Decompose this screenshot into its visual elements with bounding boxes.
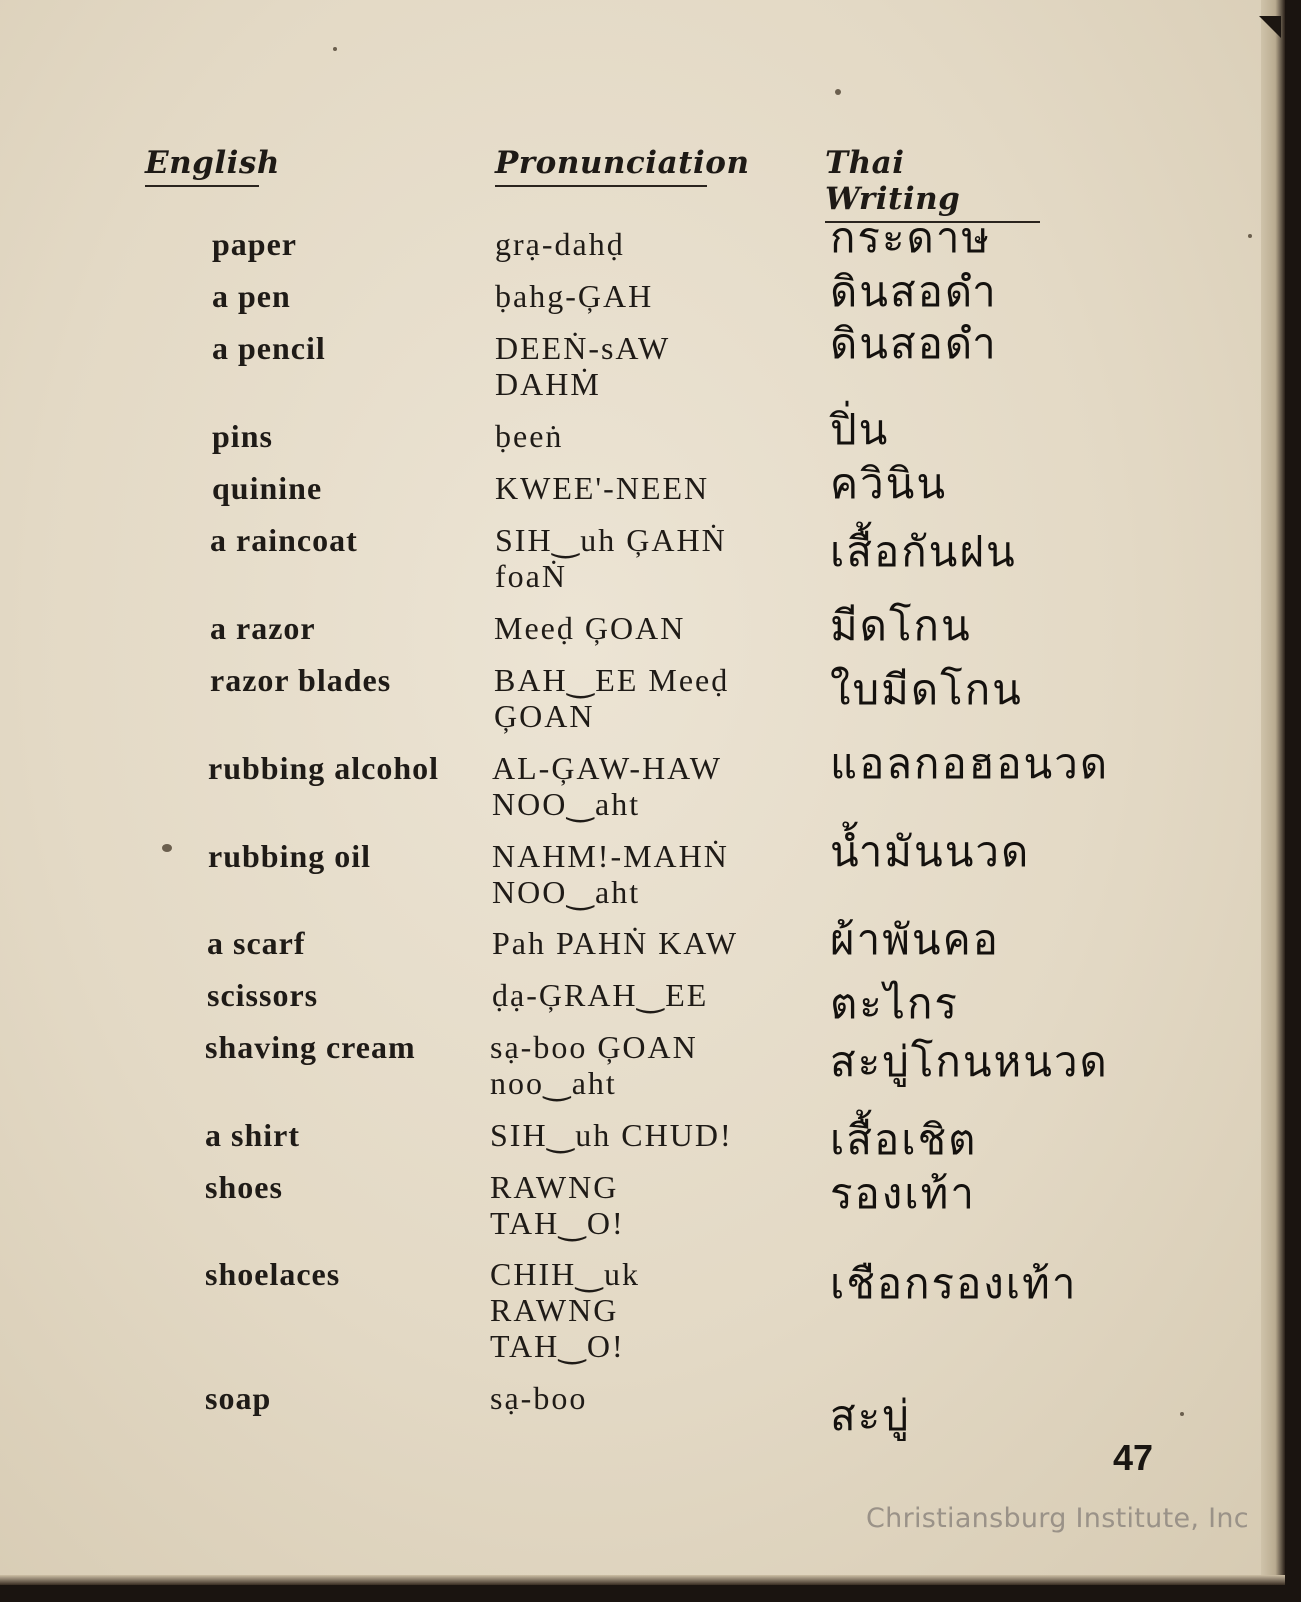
english-term: soap [205, 1380, 272, 1416]
paper-speck [1248, 234, 1252, 238]
pronunciation: sạ-boo ĢOAN noo‿aht [490, 1029, 698, 1101]
english-term: a shirt [205, 1117, 300, 1153]
english-term: pins [212, 418, 273, 454]
english-term: quinine [212, 470, 323, 506]
page-number: 47 [1113, 1437, 1154, 1478]
thai-writing: เสื้อเชิต [830, 1115, 978, 1164]
thai-writing: มีดโกน [830, 601, 972, 650]
english-term: shoes [205, 1169, 283, 1205]
page-edge [1261, 0, 1285, 1585]
english-term: a pencil [212, 330, 326, 366]
pronunciation: ḍạ-ĢRAH‿EE [492, 977, 709, 1013]
pronunciation: KWEE'-NEEN [495, 470, 710, 506]
thai-writing: สะบู่โกนหนวด [830, 1037, 1109, 1086]
paper-speck [333, 47, 337, 51]
pronunciation: ḅahg-ĢAH [495, 278, 654, 314]
pronunciation: SIH‿uh ĢAHṄ foaṄ [495, 522, 727, 594]
pronunciation: BAH‿EE Meeḍ ĢOAN [494, 662, 730, 734]
english-term: a scarf [207, 925, 306, 961]
thai-writing: ดินสอดำ [830, 267, 998, 316]
english-term: razor blades [210, 662, 392, 698]
thai-writing: เสื้อกันฝน [830, 527, 1017, 576]
english-term: paper [212, 226, 297, 262]
header-pronunciation: Pronunciation [495, 145, 707, 187]
thai-writing: กระดาษ [830, 213, 992, 262]
paper-speck [162, 844, 172, 852]
pronunciation: NAHM!-MAHṄ NOO‿aht [492, 838, 729, 910]
english-term: a razor [210, 610, 316, 646]
corner-mark [1259, 16, 1281, 38]
pronunciation: Pah PAHṄ KAW [492, 925, 739, 961]
pronunciation: sạ-boo [490, 1380, 588, 1416]
pronunciation: CHIH‿uk RAWNG TAH‿O! [490, 1256, 640, 1364]
pronunciation: ḅeeṅ [495, 418, 564, 454]
watermark: Christiansburg Institute, Inc [866, 1503, 1249, 1534]
paper-speck [1180, 1412, 1184, 1416]
header-english: English [145, 145, 259, 187]
english-term: shaving cream [205, 1029, 416, 1065]
thai-writing: ควินิน [830, 459, 948, 508]
thai-writing: ผ้าพันคอ [830, 915, 1000, 964]
pronunciation: RAWNG TAH‿O! [490, 1169, 625, 1241]
page-bottom-edge [0, 1575, 1285, 1585]
thai-writing: ดินสอดำ [830, 319, 998, 368]
pronunciation: DEEṄ-sAW DAHṀ [495, 330, 671, 402]
thai-writing: แอลกอฮอนวด [830, 739, 1110, 788]
paper-speck [835, 89, 841, 95]
pronunciation: AL-ĢAW-HAW NOO‿aht [492, 750, 722, 822]
pronunciation: SIH‿uh CHUD! [490, 1117, 733, 1153]
header-thai-writing: Thai Writing [825, 145, 1040, 223]
thai-writing: ใบมีดโกน [830, 665, 1023, 714]
english-term: a pen [212, 278, 291, 314]
english-term: a raincoat [210, 522, 358, 558]
english-term: shoelaces [205, 1256, 341, 1292]
thai-writing: น้ำมันนวด [830, 827, 1031, 876]
thai-writing: เชือกรองเท้า [830, 1259, 1078, 1308]
english-term: rubbing alcohol [208, 750, 440, 786]
pronunciation: Meeḍ ĢOAN [494, 610, 686, 646]
pronunciation: grạ-dahḍ [495, 226, 625, 262]
english-term: rubbing oil [208, 838, 372, 874]
thai-writing: รองเท้า [830, 1169, 976, 1218]
thai-writing: ตะไกร [830, 979, 959, 1028]
english-term: scissors [207, 977, 319, 1013]
thai-writing: ปิ่น [830, 405, 890, 454]
thai-writing: สะบู่ [830, 1391, 911, 1440]
